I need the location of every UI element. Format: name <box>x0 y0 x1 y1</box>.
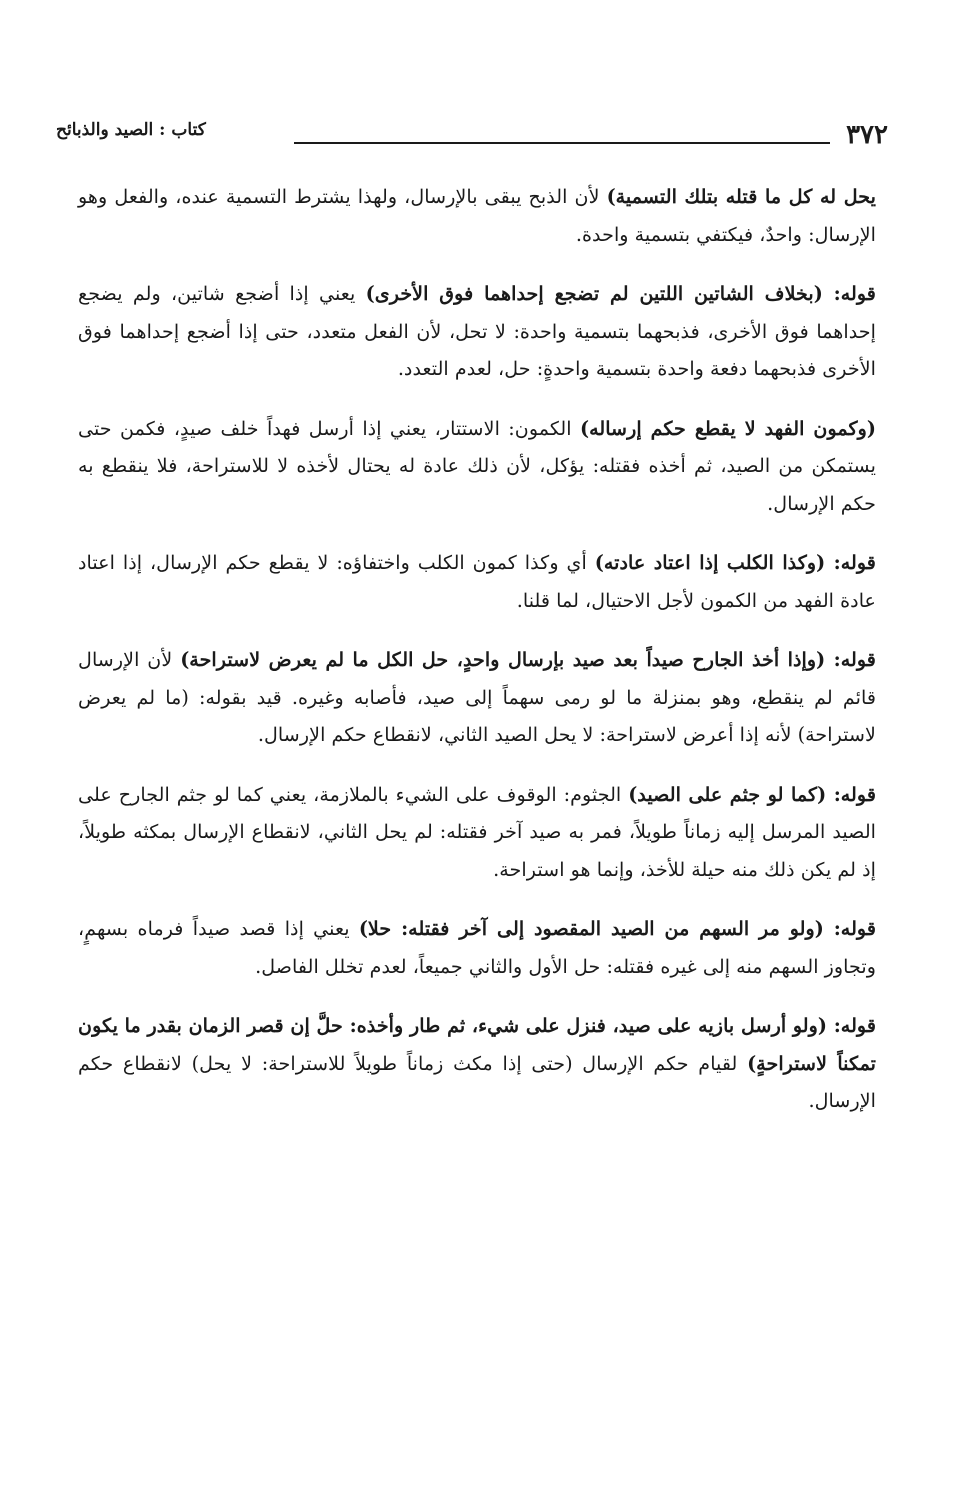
paragraph-text: الكمون: الاستتار، يعني إذا أرسل فهداً خلف صيدٍ، فكمن حتى يستمكن من الصيد، ثم أخذه فقتله: يؤكل، لأن ذلك عادة له يحتال لأخذه لا للاستراحة، فلا ينقطع به حكم الإرسال. <box>78 416 876 515</box>
bold-phrase: يحل له كل ما قتله بتلك التسمية) <box>606 185 876 208</box>
bold-phrase: قوله: (كما لو جثم على الصيد) <box>628 782 876 806</box>
bold-phrase: قوله: (بخلاف الشاتين اللتين لم تضجع إحداهما فوق الأخرى) <box>365 282 876 305</box>
paragraph-text: يعني إذا قصد صيداً فرماه بسهمٍ، وتجاوز السهم منه إلى غيره فقتله: حل الأول والثاني جميعاً، لعدم تخلل الفاصل. <box>78 917 876 978</box>
paragraph <box>78 776 876 889</box>
page-body <box>78 178 876 1142</box>
bold-phrase: قوله: (ولو مر السهم من الصيد المقصود إلى آخر فقتله: حلا) <box>358 917 876 940</box>
paragraph <box>78 910 876 985</box>
paragraph <box>78 544 876 619</box>
paragraph <box>78 178 876 253</box>
paragraph <box>78 410 876 523</box>
bold-phrase: قوله: (وإذا أخذ الجارح صيداً بعد صيد بإرسال واحدٍ، حل الكل ما لم يعرض لاستراحة) <box>180 648 876 671</box>
header-rule <box>294 142 830 144</box>
paragraph <box>78 275 876 388</box>
paragraph <box>78 1007 876 1120</box>
chapter-title: كتاب : الصيد والذبائح <box>56 120 206 140</box>
paragraph-text: لأن الذبح يبقى بالإرسال، ولهذا يشترط التسمية عنده، والفعل وهو الإرسال: واحدٌ، فيكتفي بتسمية واحدة. <box>78 185 876 246</box>
page-header <box>56 118 888 154</box>
bold-phrase: قوله: (ولو أرسل بازيه على صيد، فنزل على شيء، ثم طار وأخذه: حلَّ إن قصر الزمان بقدر ما يكون تمكناً لاستراحةٍ) <box>78 1014 876 1075</box>
paragraph-text: الجثوم: الوقوف على الشيء بالملازمة، يعني كما لو جثم الجارح على الصيد المرسل إليه زماناً طويلاً، فمر به صيد آخر فقتله: لم يحل الثاني، لانقطاع الإرسال بمكثه طويلاً، إذ لم يكن ذلك منه حيلة للأخذ، وإنما هو استراحة. <box>78 782 876 881</box>
paragraph-text: لأن الإرسال قائم لم ينقطع، وهو بمنزلة ما لو رمى سهماً إلى صيد، فأصابه وغيره. قيد بقوله: (ما لم يعرض لاستراحة) لأنه إذا أعرض لاستراحة: لا يحل الصيد الثاني، لانقطاع حكم الإرسال. <box>78 648 876 746</box>
bold-phrase: قوله: (وكذا الكلب إذا اعتاد عادته) <box>594 551 876 574</box>
paragraph-text: يعني إذا أضجع شاتين، ولم يضجع إحداهما فوق الأخرى، فذبحهما بتسمية واحدة: لا تحل، لأن الفعل متعدد، حتى إذا أضجع إحداهما فوق الأخرى فذبحهما دفعة واحدة بتسمية واحدةٍ: حل، لعدم التعدد. <box>78 282 876 380</box>
paragraph <box>78 641 876 754</box>
paragraph-text: لقيام حكم الإرسال (حتى إذا مكث زماناً طويلاً للاستراحة: لا يحل) لانقطاع حكم الإرسال. <box>78 1051 876 1112</box>
page-number: ٣٧٢ <box>846 120 888 150</box>
paragraph-text: أي وكذا كمون الكلب واختفاؤه: لا يقطع حكم الإرسال، إذا اعتاد عادة الفهد من الكمون لأجل الاحتيال، لما قلنا. <box>78 551 876 612</box>
bold-phrase: (وكمون الفهد لا يقطع حكم إرساله) <box>579 416 876 440</box>
